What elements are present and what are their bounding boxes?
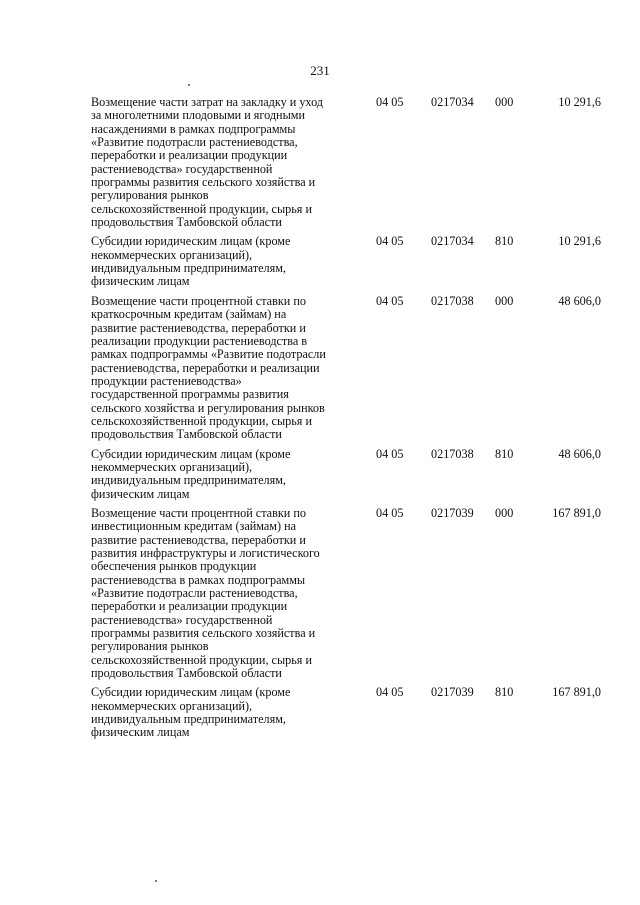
- row-expense-type: 810: [495, 685, 514, 700]
- row-target-code: 0217039: [431, 685, 474, 700]
- row-description: Субсидии юридическим лицам (кроме некоммерческих организаций), индивидуальным предпринимателям, физическим лицам: [91, 234, 291, 289]
- page-number: 231: [310, 63, 330, 78]
- row-section-code: 04 05: [376, 685, 404, 700]
- table-row: [91, 96, 601, 229]
- row-section-code: 04 05: [376, 505, 404, 520]
- row-amount: 10 291,6: [558, 95, 601, 109]
- row-amount: 10 291,6: [558, 234, 601, 249]
- row-target-code: 0217034: [431, 95, 474, 109]
- row-expense-type: 810: [495, 234, 514, 249]
- row-amount: 48 606,0: [558, 293, 601, 308]
- row-amount: 167 891,0: [552, 685, 601, 700]
- table-row: [91, 448, 601, 501]
- row-description: Субсидии юридическим лицам (кроме некоммерческих организаций), индивидуальным предпринимателям, физическим лицам: [91, 685, 291, 740]
- row-description: Субсидии юридическим лицам (кроме некоммерческих организаций), индивидуальным предпринимателям, физическим лицам: [91, 446, 291, 501]
- row-description: Возмещение части процентной ставки по краткосрочным кредитам (займам) на развитие растениеводства, переработки и реализации продукции растениеводства в рамках подпрограммы «Развитие подотрасли растениеводства, переработки и реализации продукции растениеводства» государственной программы развития сельского хозяйства и регулирования рынков сельскохозяйственной продукции, сырья и продовольствия Тамбовской области: [91, 293, 326, 442]
- scan-speck: [188, 84, 190, 86]
- row-target-code: 0217039: [431, 505, 474, 520]
- row-expense-type: 000: [495, 293, 514, 308]
- row-description: Возмещение части процентной ставки по инвестиционным кредитам (займам) на развитие растениеводства, переработки и развития инфраструктуры и логистического обеспечения рынков продукции растениеводства в рамках подпрограммы «Развитие подотрасли растениеводства, переработки и реализации продукции растениеводства» государственной программы развития сельского хозяйства и регулирования рынков сельскохозяйственной продукции, сырья и продовольствия Тамбовской области: [91, 505, 320, 681]
- row-section-code: 04 05: [376, 234, 404, 249]
- row-expense-type: 810: [495, 446, 514, 461]
- row-expense-type: 000: [495, 505, 514, 520]
- row-target-code: 0217038: [431, 446, 474, 461]
- budget-table: [91, 96, 601, 746]
- table-row: [91, 235, 601, 288]
- table-row: [91, 686, 601, 739]
- row-amount: 48 606,0: [558, 446, 601, 461]
- row-section-code: 04 05: [376, 95, 404, 109]
- scan-speck: [155, 880, 157, 882]
- row-section-code: 04 05: [376, 293, 404, 308]
- table-row: [91, 507, 601, 680]
- row-expense-type: 000: [495, 95, 514, 109]
- row-amount: 167 891,0: [552, 505, 601, 520]
- table-row: [91, 295, 601, 442]
- row-description: Возмещение части затрат на закладку и уход за многолетними плодовыми и ягодными насаждениями в рамках подпрограммы «Развитие подотрасли растениеводства, переработки и реализации продукции растениеводства» государственной программы развития сельского хозяйства и регулирования рынков сельскохозяйственной продукции, сырья и продовольствия Тамбовской области: [91, 95, 324, 230]
- row-target-code: 0217034: [431, 234, 474, 249]
- row-section-code: 04 05: [376, 446, 404, 461]
- row-target-code: 0217038: [431, 293, 474, 308]
